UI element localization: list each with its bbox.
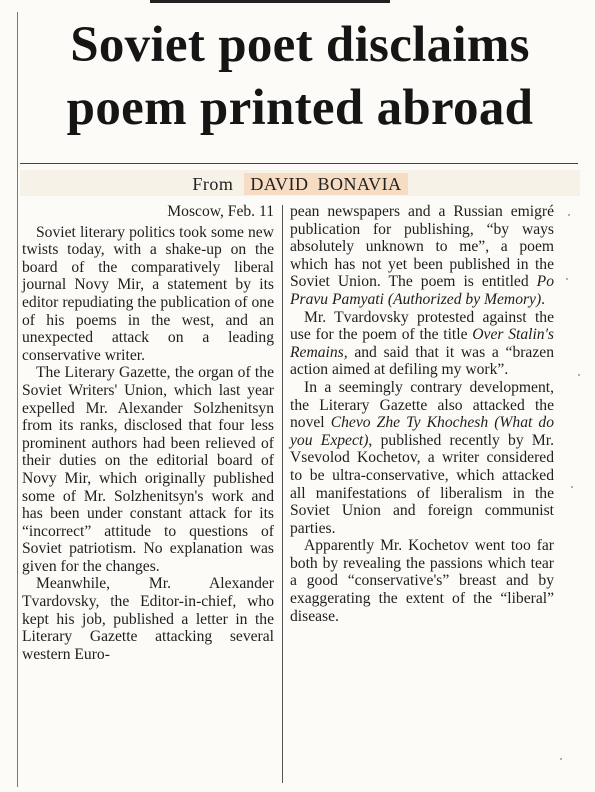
byline (20, 172, 580, 196)
speck-mark (566, 278, 568, 280)
paragraph-kochetov: Apparently Mr. Kochetov went too far both by revealing the passions which tear a good “conservative's” breast and by exaggerating the extent of the “liberal” disease. (290, 537, 554, 625)
poem-misused-title: Over Stalin's Remains, (290, 326, 554, 361)
speck-mark (560, 758, 562, 760)
contrary-end: , published recently by Mr. Vsevolod Kochetov, a writer considered to be ultra-conservative, which attacked all manifestations of liberalism in the Soviet Union and foreign communist parties. (290, 431, 554, 537)
continuation-end: . (541, 290, 546, 308)
protest-start: Mr. Tvardovsky protested against the use for the poem of the title (290, 308, 554, 344)
paragraph-protest (290, 309, 554, 379)
headline-line-2: poem printed abroad (66, 80, 534, 136)
top-rule (150, 0, 390, 3)
left-border-rule (17, 12, 18, 787)
paragraph-literary-gazette: The Literary Gazette, the organ of the Soviet Writers' Union, which last year expelled Mr. Alexander Solzhenitsyn from its ranks, disclosed that four less prominent authors had been relieved of their duties on the editorial board of Novy Mir, which originally published some of Mr. Solzhenitsyn's work and has been under constant attack for its “incorrect” attitude to questions of Soviet patriotism. No explanation was given for the changes. (22, 364, 274, 575)
protest-end: and said that it was a “brazen action aimed at defiling my work”. (290, 343, 554, 379)
paragraph-contrary-development (290, 379, 554, 537)
speck-mark (571, 486, 573, 488)
byline-from: From (192, 174, 234, 194)
byline-author: DAVID BONAVIA (244, 173, 407, 195)
headline-line-1: Soviet poet disclaims (70, 17, 530, 73)
dateline: Moscow, Feb. 11 (167, 203, 274, 220)
continuation-text: pean newspapers and a Russian emigré publication for publishing, “by ways absolutely unknown to me”, a poem which has not yet been published in the Soviet Union. The poem is entitled (290, 203, 554, 291)
novel-title: Chevo Zhe Ty Khochesh (What do you Expect) (290, 414, 555, 449)
poem-title: Po Pravu Pamyati (Authorized by Memory) (290, 273, 554, 308)
paragraph-meanwhile: Meanwhile, Mr. Alexander Tvardovsky, the Editor-in-chief, who kept his job, published a letter in the Literary Gazette attacking several western Euro- (22, 575, 274, 663)
left-column (22, 203, 274, 663)
headline (20, 14, 580, 140)
right-column (290, 203, 554, 625)
column-divider (282, 205, 283, 783)
paragraph-continuation (290, 203, 554, 309)
paragraph-intro: Soviet literary politics took some new twists today, with a shake-up on the board of the comparatively liberal journal Novy Mir, a statement by its editor repudiating the publication of one of his poems in the west, and an unexpected attack on a leading conservative writer. (22, 223, 274, 364)
byline-rule (20, 163, 578, 164)
speck-mark (578, 374, 580, 376)
speck-mark (568, 214, 570, 216)
contrary-start: In a seemingly contrary development, the Literary Gazette also attacked the novel (290, 378, 554, 432)
